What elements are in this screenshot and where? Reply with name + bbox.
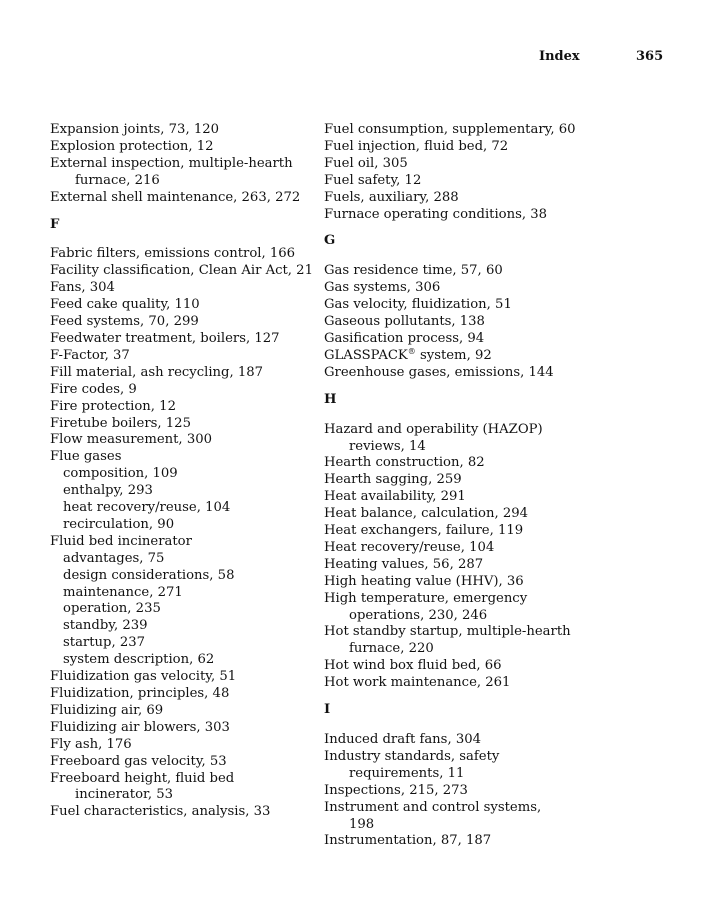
index-entry-text: Fabric filters, emissions control, 166 xyxy=(50,246,296,262)
index-entry xyxy=(324,557,624,574)
index-entry xyxy=(324,800,624,834)
index-entry xyxy=(324,190,624,207)
index-entry-text: Fuel safety, 12 xyxy=(324,172,422,188)
index-entry-text: Gaseous pollutants, 138 xyxy=(324,314,485,330)
index-entry xyxy=(50,348,305,365)
index-entry-text: Gas velocity, fluidization, 51 xyxy=(324,297,512,313)
index-entry xyxy=(324,472,624,489)
index-entry xyxy=(50,382,305,399)
index-subentry: system description, 62 xyxy=(63,652,215,668)
index-entry-text: Furnace operating conditions, 38 xyxy=(324,206,548,222)
index-subentry: design considerations, 58 xyxy=(63,567,235,583)
index-subentry: enthalpy, 293 xyxy=(63,483,153,499)
index-entry-text: Freeboard gas velocity, 53 xyxy=(50,753,227,769)
index-entry xyxy=(50,804,305,821)
index-entry-text: Gas systems, 306 xyxy=(324,280,441,296)
index-entry-text: Fire protection, 12 xyxy=(50,398,176,414)
index-entry-text: Fluidizing air blowers, 303 xyxy=(50,719,230,735)
running-header xyxy=(0,49,707,69)
index-entry xyxy=(324,422,624,456)
index-entry xyxy=(50,399,305,416)
subentries-flue-gases xyxy=(50,466,305,534)
index-entry-text: External inspection, multiple-hearth xyxy=(50,155,293,171)
index-entry-text: Heat exchangers, failure, 119 xyxy=(324,523,524,539)
index-entry-continuation: reviews, 14 xyxy=(349,438,426,454)
index-entry xyxy=(324,783,624,800)
index-entry xyxy=(324,122,624,139)
index-entry xyxy=(324,523,624,540)
index-entry-text: Fans, 304 xyxy=(50,280,115,296)
section-letter-i: I xyxy=(324,702,331,718)
index-entry xyxy=(324,207,624,224)
index-entry xyxy=(324,173,624,190)
index-entry xyxy=(324,365,624,382)
index-entry-text: Freeboard height, fluid bed xyxy=(50,770,235,786)
subentries-fluid-bed xyxy=(50,551,305,669)
entries-f xyxy=(50,246,313,466)
entries-g xyxy=(324,263,624,348)
page-number: 365 xyxy=(636,49,664,64)
index-subentry: maintenance, 271 xyxy=(63,584,183,600)
index-entry-text: Fire codes, 9 xyxy=(50,381,137,397)
index-entry xyxy=(50,416,305,433)
index-entry xyxy=(324,658,624,675)
index-subentry: heat recovery/reuse, 104 xyxy=(63,500,231,516)
index-entry-continuation: 198 xyxy=(349,816,375,832)
index-entry-text: F-Factor, 37 xyxy=(50,347,130,363)
index-entry xyxy=(324,297,624,314)
index-entry-text: Hearth construction, 82 xyxy=(324,455,485,471)
index-column-right xyxy=(324,122,624,850)
index-entry xyxy=(324,263,624,280)
index-entry-continuation: requirements, 11 xyxy=(349,765,465,781)
index-entry-text: Hazard and operability (HAZOP) xyxy=(324,421,543,437)
index-subentry: standby, 239 xyxy=(63,618,148,634)
index-entry xyxy=(50,754,305,771)
index-entry xyxy=(324,675,624,692)
index-entry xyxy=(324,314,624,331)
index-entry-text: Fluidizing air, 69 xyxy=(50,702,164,718)
index-entry-text: Gas residence time, 57, 60 xyxy=(324,263,503,279)
index-entry xyxy=(324,489,624,506)
index-entry-text: Hot wind box fluid bed, 66 xyxy=(324,658,502,674)
index-entry-text: Heat availability, 291 xyxy=(324,489,466,505)
index-entry-fluid-bed: Fluid bed incinerator xyxy=(50,533,192,549)
index-subentry: recirculation, 90 xyxy=(63,516,175,532)
index-column-left xyxy=(50,122,313,821)
index-entry xyxy=(50,246,305,263)
index-entry xyxy=(324,732,624,749)
index-entry xyxy=(324,574,624,591)
index-entry-continuation: furnace, 220 xyxy=(349,641,434,657)
index-subentry: advantages, 75 xyxy=(63,550,165,566)
index-entry-text: Fuels, auxiliary, 288 xyxy=(324,189,459,205)
glasspack-rest: system, 92 xyxy=(415,347,492,363)
glasspack-name: GLASSPACK xyxy=(324,347,408,363)
index-entry-text: Fill material, ash recycling, 187 xyxy=(50,364,264,380)
index-subentry: operation, 235 xyxy=(63,601,161,617)
index-entry-text: Facility classification, Clean Air Act, 21 xyxy=(50,263,313,279)
index-entry-text: Flue gases xyxy=(50,449,122,465)
header-title: Index xyxy=(539,49,580,64)
index-entry-text: Fuel characteristics, analysis, 33 xyxy=(50,804,271,820)
entries-h xyxy=(324,422,624,693)
index-entry-text: Instrumentation, 87, 187 xyxy=(324,833,492,849)
index-entry-text: Firetube boilers, 125 xyxy=(50,415,191,431)
index-entry xyxy=(50,314,305,331)
index-entry-text: High heating value (HHV), 36 xyxy=(324,573,524,589)
index-entry-text: Industry standards, safety xyxy=(324,748,500,764)
index-entry-text: Expansion joints, 73, 120 xyxy=(50,122,219,137)
index-entry-text: Heating values, 56, 287 xyxy=(324,556,484,572)
index-entry-continuation: incinerator, 53 xyxy=(75,787,174,803)
index-entry-continuation: operations, 230, 246 xyxy=(349,607,488,623)
index-entry xyxy=(50,297,305,314)
index-entry-text: Fluidization gas velocity, 51 xyxy=(50,669,237,685)
index-entry xyxy=(324,591,624,625)
index-entry-text: Fly ash, 176 xyxy=(50,736,132,752)
index-entry-glasspack xyxy=(324,348,624,365)
index-entry xyxy=(324,280,624,297)
index-entry-text: Feedwater treatment, boilers, 127 xyxy=(50,330,280,346)
entries-e xyxy=(50,122,305,207)
index-entry-text: Explosion protection, 12 xyxy=(50,138,214,154)
index-entry-text: Hearth sagging, 259 xyxy=(324,472,462,488)
index-entry-continuation: furnace, 216 xyxy=(75,172,160,188)
index-entry-text: Fuel injection, fluid bed, 72 xyxy=(324,138,509,154)
index-entry xyxy=(324,331,624,348)
index-entry-text: Greenhouse gases, emissions, 144 xyxy=(324,364,554,380)
index-subentry: composition, 109 xyxy=(63,466,178,482)
index-entry xyxy=(50,720,305,737)
index-entry xyxy=(50,771,305,805)
index-entry-text: Hot standby startup, multiple-hearth xyxy=(324,624,571,640)
index-entry xyxy=(324,455,624,472)
index-entry xyxy=(324,833,624,850)
entries-fuel xyxy=(324,122,624,223)
index-entry xyxy=(50,331,305,348)
index-entry xyxy=(50,156,305,190)
index-entry xyxy=(324,540,624,557)
registered-mark: ® xyxy=(407,346,416,356)
index-entry xyxy=(324,506,624,523)
index-entry-text: Fuel consumption, supplementary, 60 xyxy=(324,122,576,137)
index-entry-text: Heat recovery/reuse, 104 xyxy=(324,539,495,555)
index-entry-text: Feed cake quality, 110 xyxy=(50,297,200,313)
index-entry xyxy=(50,432,305,449)
index-entry-text: Inspections, 215, 273 xyxy=(324,782,468,798)
index-subentry: startup, 237 xyxy=(63,635,146,651)
index-entry xyxy=(50,139,305,156)
index-entry xyxy=(50,669,305,686)
index-entry-text: High temperature, emergency xyxy=(324,590,528,606)
index-entry-text: Feed systems, 70, 299 xyxy=(50,314,199,330)
index-entry xyxy=(50,686,305,703)
index-entry xyxy=(50,280,305,297)
index-entry-text: Hot work maintenance, 261 xyxy=(324,675,511,691)
entries-i xyxy=(324,732,624,850)
entries-g-continued xyxy=(324,365,624,382)
index-entry xyxy=(50,122,305,139)
index-entry xyxy=(50,263,313,280)
index-entry-text: Flow measurement, 300 xyxy=(50,432,212,448)
index-entry-text: Instrument and control systems, xyxy=(324,799,542,815)
index-entry-text: Fuel oil, 305 xyxy=(324,155,408,171)
index-entry xyxy=(324,156,624,173)
index-entry xyxy=(324,749,624,783)
entries-f-continued xyxy=(50,669,305,821)
index-entry xyxy=(50,365,305,382)
index-entry-text: Heat balance, calculation, 294 xyxy=(324,506,529,522)
index-entry-text: Fluidization, principles, 48 xyxy=(50,686,230,701)
section-letter-h: H xyxy=(324,391,337,407)
index-entry-text: Induced draft fans, 304 xyxy=(324,732,482,747)
index-entry-text: Gasification process, 94 xyxy=(324,330,485,346)
index-entry xyxy=(324,624,624,658)
section-letter-f: F xyxy=(50,216,60,232)
index-entry xyxy=(50,449,305,466)
index-entry-text: External shell maintenance, 263, 272 xyxy=(50,189,301,205)
index-entry xyxy=(50,737,305,754)
section-letter-g: G xyxy=(324,233,336,249)
index-entry xyxy=(50,190,305,207)
index-entry xyxy=(324,139,624,156)
index-entry xyxy=(50,703,305,720)
